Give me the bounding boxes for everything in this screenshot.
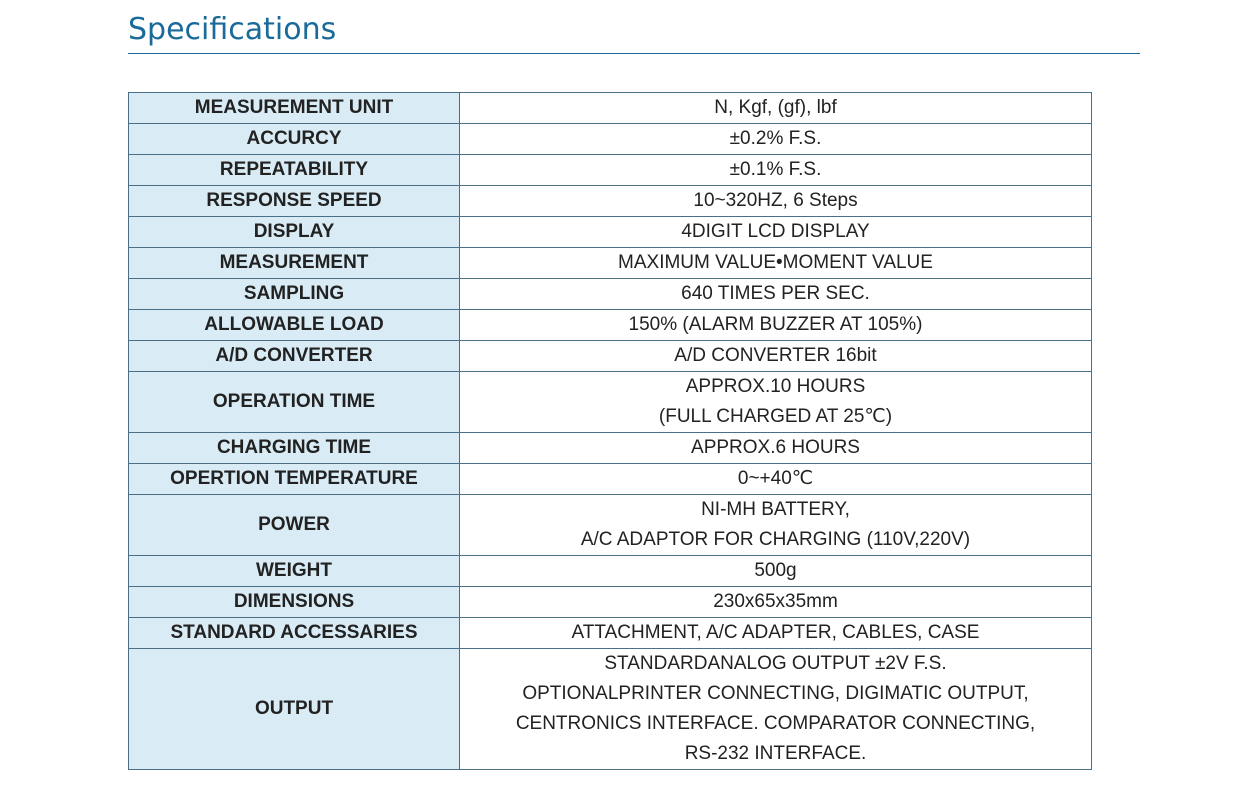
specifications-table <box>128 92 1092 770</box>
spec-value <box>460 433 1092 464</box>
spec-value <box>460 217 1092 248</box>
spec-value <box>460 93 1092 124</box>
spec-value-line: ±0.1% F.S. <box>729 159 822 180</box>
spec-label: ALLOWABLE LOAD <box>129 310 460 341</box>
spec-value <box>460 372 1092 433</box>
spec-label: DISPLAY <box>129 217 460 248</box>
spec-value-line: ±0.2% F.S. <box>729 128 822 149</box>
spec-label: ACCURCY <box>129 124 460 155</box>
spec-value-line: RS-232 INTERFACE. <box>684 743 867 764</box>
spec-row <box>129 124 1092 155</box>
spec-value <box>460 248 1092 279</box>
spec-label: WEIGHT <box>129 556 460 587</box>
specifications-table-body <box>129 93 1092 770</box>
spec-value <box>460 310 1092 341</box>
page-title: Specifications <box>128 12 337 47</box>
spec-label: STANDARD ACCESSARIES <box>129 618 460 649</box>
spec-label: MEASUREMENT <box>129 248 460 279</box>
spec-label: SAMPLING <box>129 279 460 310</box>
spec-label: CHARGING TIME <box>129 433 460 464</box>
spec-row <box>129 556 1092 587</box>
spec-label: RESPONSE SPEED <box>129 186 460 217</box>
spec-value-line: NI-MH BATTERY, <box>701 499 850 520</box>
spec-label: REPEATABILITY <box>129 155 460 186</box>
spec-value <box>460 495 1092 556</box>
spec-value-line: 4DIGIT LCD DISPLAY <box>681 221 870 242</box>
spec-value-line: 640 TIMES PER SEC. <box>681 283 870 304</box>
spec-value-line: CENTRONICS INTERFACE. COMPARATOR CONNECTING, <box>515 713 1036 734</box>
spec-value <box>460 124 1092 155</box>
spec-value-line: 500g <box>754 560 797 581</box>
spec-value-line: A/C ADAPTOR FOR CHARGING (110V,220V) <box>580 529 971 550</box>
spec-row <box>129 618 1092 649</box>
spec-row <box>129 93 1092 124</box>
spec-label: OPERTION TEMPERATURE <box>129 464 460 495</box>
spec-value-line: ATTACHMENT, A/C ADAPTER, CABLES, CASE <box>571 622 980 643</box>
spec-value-line: APPROX.10 HOURS <box>685 376 866 397</box>
spec-row <box>129 186 1092 217</box>
spec-row <box>129 587 1092 618</box>
spec-value-line: N, Kgf, (gf), lbf <box>714 97 837 118</box>
spec-label: OPERATION TIME <box>129 372 460 433</box>
spec-value <box>460 155 1092 186</box>
title-divider <box>128 53 1140 54</box>
spec-row <box>129 217 1092 248</box>
spec-value <box>460 618 1092 649</box>
spec-value-line: (FULL CHARGED AT 25℃) <box>658 406 893 427</box>
spec-value <box>460 649 1092 770</box>
spec-label: DIMENSIONS <box>129 587 460 618</box>
spec-value-line: MAXIMUM VALUE•MOMENT VALUE <box>618 252 933 273</box>
spec-row <box>129 649 1092 770</box>
spec-value-line: 150% (ALARM BUZZER AT 105%) <box>628 314 923 335</box>
spec-value <box>460 556 1092 587</box>
spec-value-line: APPROX.6 HOURS <box>691 437 860 458</box>
spec-value-line: OPTIONALPRINTER CONNECTING, DIGIMATIC OUTPUT, <box>522 683 1029 704</box>
spec-value-line: A/D CONVERTER 16bit <box>674 345 877 366</box>
spec-value <box>460 279 1092 310</box>
spec-row <box>129 433 1092 464</box>
spec-value-line: 230x65x35mm <box>713 591 838 612</box>
spec-label: OUTPUT <box>129 649 460 770</box>
spec-row <box>129 248 1092 279</box>
spec-row <box>129 155 1092 186</box>
spec-row <box>129 279 1092 310</box>
spec-label: A/D CONVERTER <box>129 341 460 372</box>
spec-value <box>460 464 1092 495</box>
spec-row <box>129 310 1092 341</box>
spec-value-line: 0~+40℃ <box>737 468 814 489</box>
spec-row <box>129 372 1092 433</box>
spec-value <box>460 587 1092 618</box>
spec-row <box>129 464 1092 495</box>
spec-label: MEASUREMENT UNIT <box>129 93 460 124</box>
spec-value <box>460 186 1092 217</box>
spec-value <box>460 341 1092 372</box>
spec-row <box>129 495 1092 556</box>
spec-value-line: STANDARDANALOG OUTPUT ±2V F.S. <box>604 653 947 674</box>
spec-row <box>129 341 1092 372</box>
spec-value-line: 10~320HZ, 6 Steps <box>693 190 858 211</box>
spec-label: POWER <box>129 495 460 556</box>
